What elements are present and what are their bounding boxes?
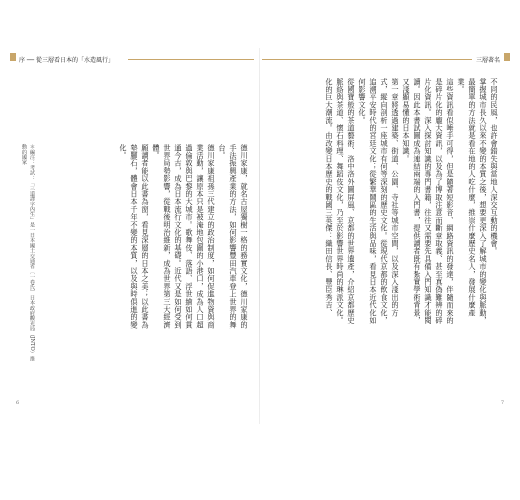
page-number: 6 [16,400,20,406]
paragraph: 從國寶般的茶道藝術、洛中洛外圖屏風、京都的世界遺產，介紹京都歷史脈絡與茶道、懷石料理、舞蹈伎文化，乃至於影響世界時尚的琳派文化。 [336,78,356,325]
running-head-rule [262,59,472,60]
right-page [262,48,510,424]
running-head-mark [10,53,16,61]
running-head-rule [128,59,254,60]
paragraph: 不同的民風，也許會錯失與當地人深交互動的機會。 [490,78,499,256]
running-head: 三層著名 [475,57,500,64]
paragraph: 這些資訊看似唾手可得，但是隨著短影音、網路資訊的發達，伴隨而來的是碎片化的龐大資訊，以及為了博取注意而斷章取義、甚至真偽難辨的碎片化資訊。深入探討知識的專門書籍，往往又需要先具備入門知識才能閱讀。因此本書試圖成為連結兩端的入門書，提供讀者既有紮實學術背景，又淺顯易懂的日本知識。 [402,78,455,325]
paragraph: 化的巨大潮流。由改變日本歷史的戰國三英傑：織田信長、豐臣秀吉、 [325,78,334,317]
body-text [118,144,250,332]
left-page [10,48,258,424]
paragraph: 德川家康祖孫三代建立的政治制度，如何促進物資與商業活動，讓原本只是被淹地包圍的小港口，成為人口超過倫敦與巴黎的大城市。歌舞伎、落語、浮世繪如何貫通今古，成為日本流行文化的基礎。近代又是如何受到世界局勢影響，從戰後明治維新，成為世界第三大經濟體。 [152,144,216,329]
body-text [324,78,500,328]
running-head: 序 ── 從三層看日本的「水造風行」 [19,57,115,64]
running-head-mark [504,53,510,61]
page-number: 7 [500,400,504,406]
paragraph: 第一章將透過建築、街道、公園、寺社等城市空間，以及深入淺出的方式，縱向剖析一座城市有何等深刻的歷史文化。從現代京都的飲食文化，追溯平安時代的宮廷文化；從繁華鬧區的生活與品味，看見日本近代化如何影響文化。 [358,78,400,325]
paragraph: 德川家康，就名古屋獨樹一格的務實文化，德川家康的手法振興產業的方法，如何影響豐田汽車登上世界的舞台。 [218,144,249,329]
paragraph: 掌握城市長久以來不變的本質之後，想要更深入了解城市的變化與脈動，最簡單的方法就是看在地的人吃什麼，推崇什麼歷史名人，發展什麼產業。 [457,78,488,325]
paragraph: 願讀者能以此書為窗，看見深層的日本之美；以此書為墊腳石，體會日本千年不變的本質，以及與時俱進的變化。 [119,144,150,329]
gutter [259,48,260,424]
footnote: ＊編注：考試：「三道譯字內生」是一日本國土交通省〔一卷氏〕日本政府觀光局（JNTO）推動的國家 [21,144,35,362]
